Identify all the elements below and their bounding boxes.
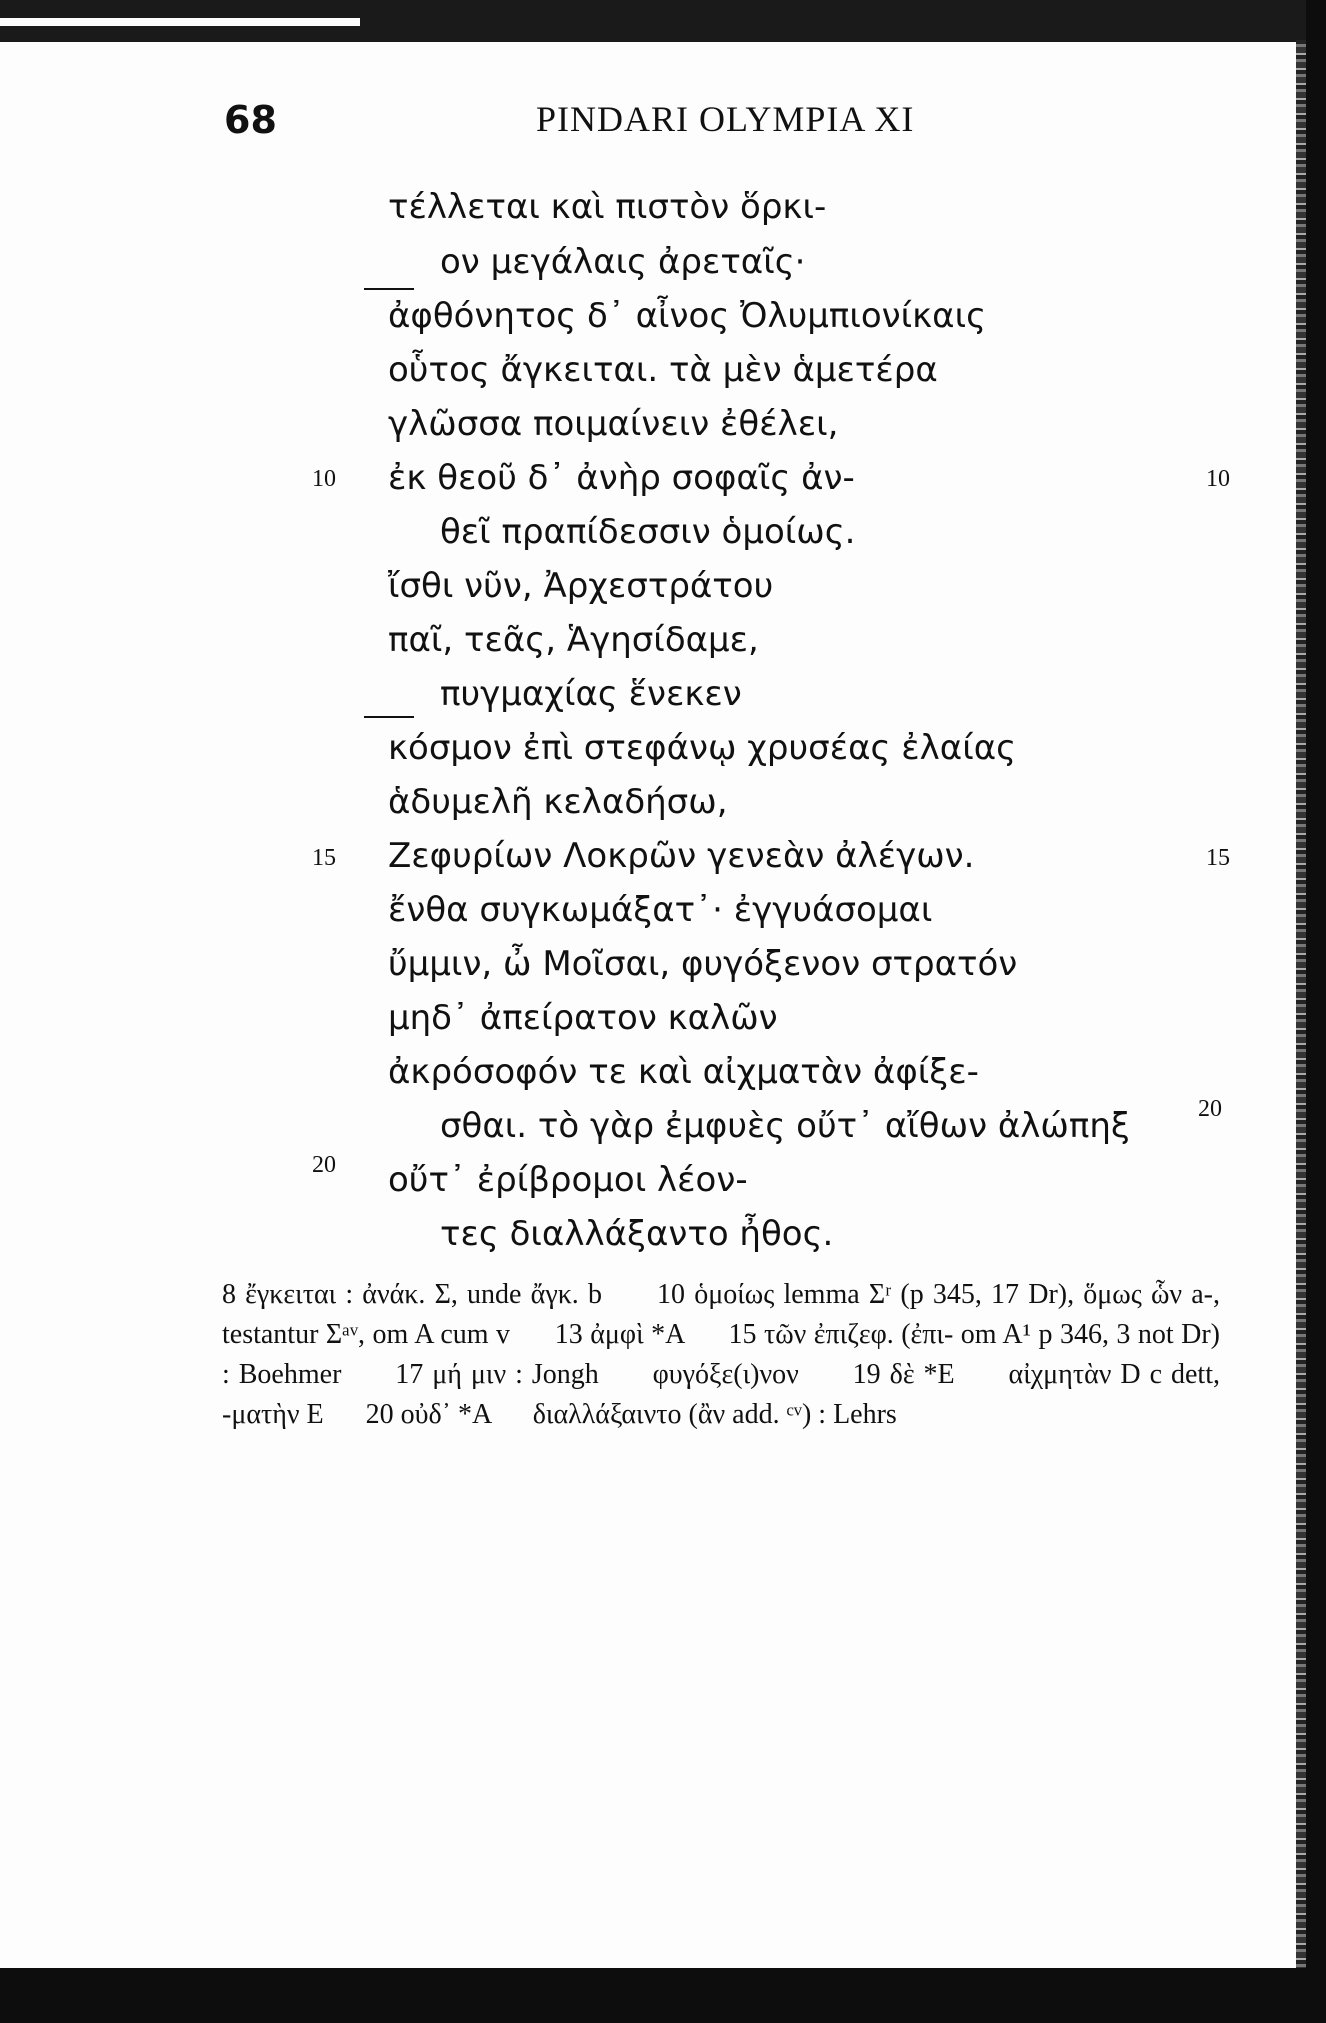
- scan-bottom-edge: [0, 1968, 1326, 2023]
- verse-line: ὔμμιν, ὦ Μοῖσαι, φυγόξενον στρατόν: [388, 944, 1018, 984]
- verse-line: ἁδυμελῆ κελαδήσω,: [388, 782, 728, 822]
- verse-line: θεῖ πραπίδεσσιν ὁμοίως.: [440, 512, 856, 552]
- verse-line: οὔτ᾿ ἐρίβρομοι λέον-: [388, 1160, 748, 1200]
- verse-line: σθαι. τὸ γὰρ ἐμφυὲς οὔτ᾿ αἴθων ἀλώπηξ: [440, 1106, 1130, 1146]
- verse-line: πυγμαχίας ἕνεκεν: [440, 674, 742, 714]
- verse-line: γλῶσσα ποιμαίνειν ἐθέλει,: [388, 404, 839, 444]
- line-number-right: 15: [1206, 845, 1230, 871]
- page-fore-edge: [1296, 40, 1306, 1970]
- verse-line: παῖ, τεᾶς, Ἁγησίδαμε,: [388, 620, 759, 660]
- line-number-right: 10: [1206, 466, 1230, 492]
- running-title: PINDARI OLYMPIA XI: [536, 99, 915, 139]
- page-number: 68: [224, 98, 277, 142]
- line-number-left: 20: [312, 1152, 336, 1178]
- verse-line: Ζεφυρίων Λοκρῶν γενεὰν ἀλέγων.: [388, 836, 975, 876]
- verse-line: κόσμον ἐπὶ στεφάνῳ χρυσέας ἐλαίας: [388, 728, 1017, 768]
- verse-line: τες διαλλάξαντο ἦθος.: [440, 1214, 834, 1254]
- verse-line: ἔνθα συγκωμάξατ᾿· ἐγγυάσομαι: [388, 890, 933, 930]
- verse-line: ον μεγάλαις ἀρεταῖς·: [440, 242, 806, 282]
- verse-line: ἐκ θεοῦ δ᾿ ἀνὴρ σοφαῖς ἀν-: [388, 458, 855, 498]
- verse-line: ἴσθι νῦν, Ἀρχεστράτου: [388, 566, 774, 606]
- scan-right-edge: [1306, 0, 1326, 2023]
- metrical-dash: [364, 288, 414, 290]
- line-number-right: 20: [1198, 1096, 1222, 1122]
- scan-top-artifact: [0, 18, 360, 26]
- metrical-dash: [364, 716, 414, 718]
- scan-top-edge: [0, 0, 1326, 42]
- verse-line: ἀκρόσοφόν τε καὶ αἰχματὰν ἀφίξε-: [388, 1052, 979, 1092]
- line-number-left: 10: [312, 466, 336, 492]
- verse-line: τέλλεται καὶ πιστὸν ὅρκι-: [388, 187, 827, 227]
- verse-line: ἀφθόνητος δ᾿ αἶνος Ὀλυμπιονίκαις: [388, 296, 987, 336]
- verse-line: οὗτος ἄγκειται. τὰ μὲν ἁμετέρα: [388, 350, 938, 390]
- critical-apparatus: 8 ἔγκειται : ἀνάκ. Σ, unde ἄγκ. b 10 ὁμοίως lemma Σʳ (p 345, 17 Dr), ὅμως ὧν a-, testantur Σᵃᵛ, om A cum v 13 ἀμφὶ *A 15 τῶν ἐπιζεφ. (ἐπι- om A¹ p 346, 3 not Dr) : Boehmer 17 μή μιν : Jongh φυγόξε(ι)νον 19 δὲ *E αἰχμητὰν D c dett, -ματὴν E 20 οὐδ᾿ *A διαλλάξαιντο (ἂν add. ᶜᵛ) : Lehrs: [222, 1279, 1227, 1430]
- verse-line: μηδ᾿ ἀπείρατον καλῶν: [388, 998, 778, 1038]
- line-number-left: 15: [312, 845, 336, 871]
